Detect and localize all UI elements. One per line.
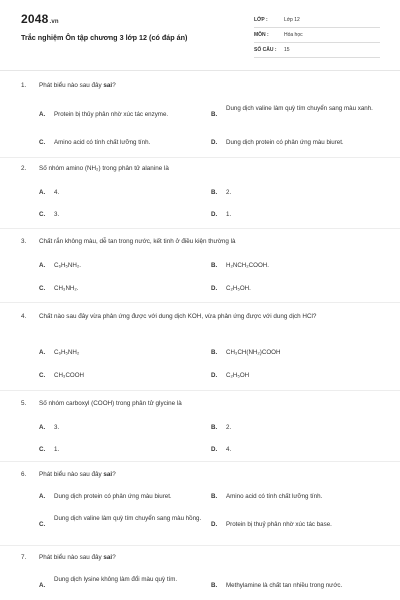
meta-value: Hóa học <box>284 32 303 38</box>
meta-row-class <box>254 15 380 28</box>
meta-row-subject <box>254 30 380 43</box>
question-divider <box>0 390 400 391</box>
meta-row-count <box>254 45 380 58</box>
logo-suffix: .vn <box>49 19 59 25</box>
question-number: 5. <box>21 400 27 407</box>
header-divider <box>0 70 400 71</box>
question-text: Chất nào sau đây vừa phản ứng được với dung dịch KOH, vừa phản ứng được với dung dịch HCl? <box>39 313 317 320</box>
question-divider <box>0 302 400 303</box>
question-text: Số nhóm carboxyl (COOH) trong phân tử glycine là <box>39 400 182 407</box>
question-text: Phát biểu nào sau đây sai? <box>39 554 116 561</box>
question-text: Phát biểu nào sau đây sai? <box>39 82 116 89</box>
meta-key: SỐ CÂU : <box>254 47 277 53</box>
question-divider <box>0 545 400 546</box>
question-number: 2. <box>21 165 27 172</box>
page-header <box>0 0 400 70</box>
question-text: Chất rắn không màu, dễ tan trong nước, kết tinh ở điều kiện thường là <box>39 238 236 245</box>
question-text: Phát biểu nào sau đây sai? <box>39 471 116 478</box>
question-text: Số nhóm amino (NH₂) trong phân tử alanine là <box>39 165 169 172</box>
meta-key: LỚP : <box>254 17 268 23</box>
quiz-title: Trắc nghiệm Ôn tập chương 3 lớp 12 (có đáp án) <box>21 33 188 42</box>
site-logo[interactable] <box>21 12 59 26</box>
meta-key: MÔN : <box>254 32 269 38</box>
question-number: 4. <box>21 313 27 320</box>
question-number: 3. <box>21 238 27 245</box>
question-divider <box>0 461 400 462</box>
question-number: 1. <box>21 82 27 89</box>
meta-value: 15 <box>284 47 290 53</box>
logo-text: 2048 <box>21 12 49 26</box>
question-number: 6. <box>21 471 27 478</box>
question-divider <box>0 228 400 229</box>
meta-value: Lớp 12 <box>284 17 300 23</box>
question-number: 7. <box>21 554 27 561</box>
question-divider <box>0 157 400 158</box>
